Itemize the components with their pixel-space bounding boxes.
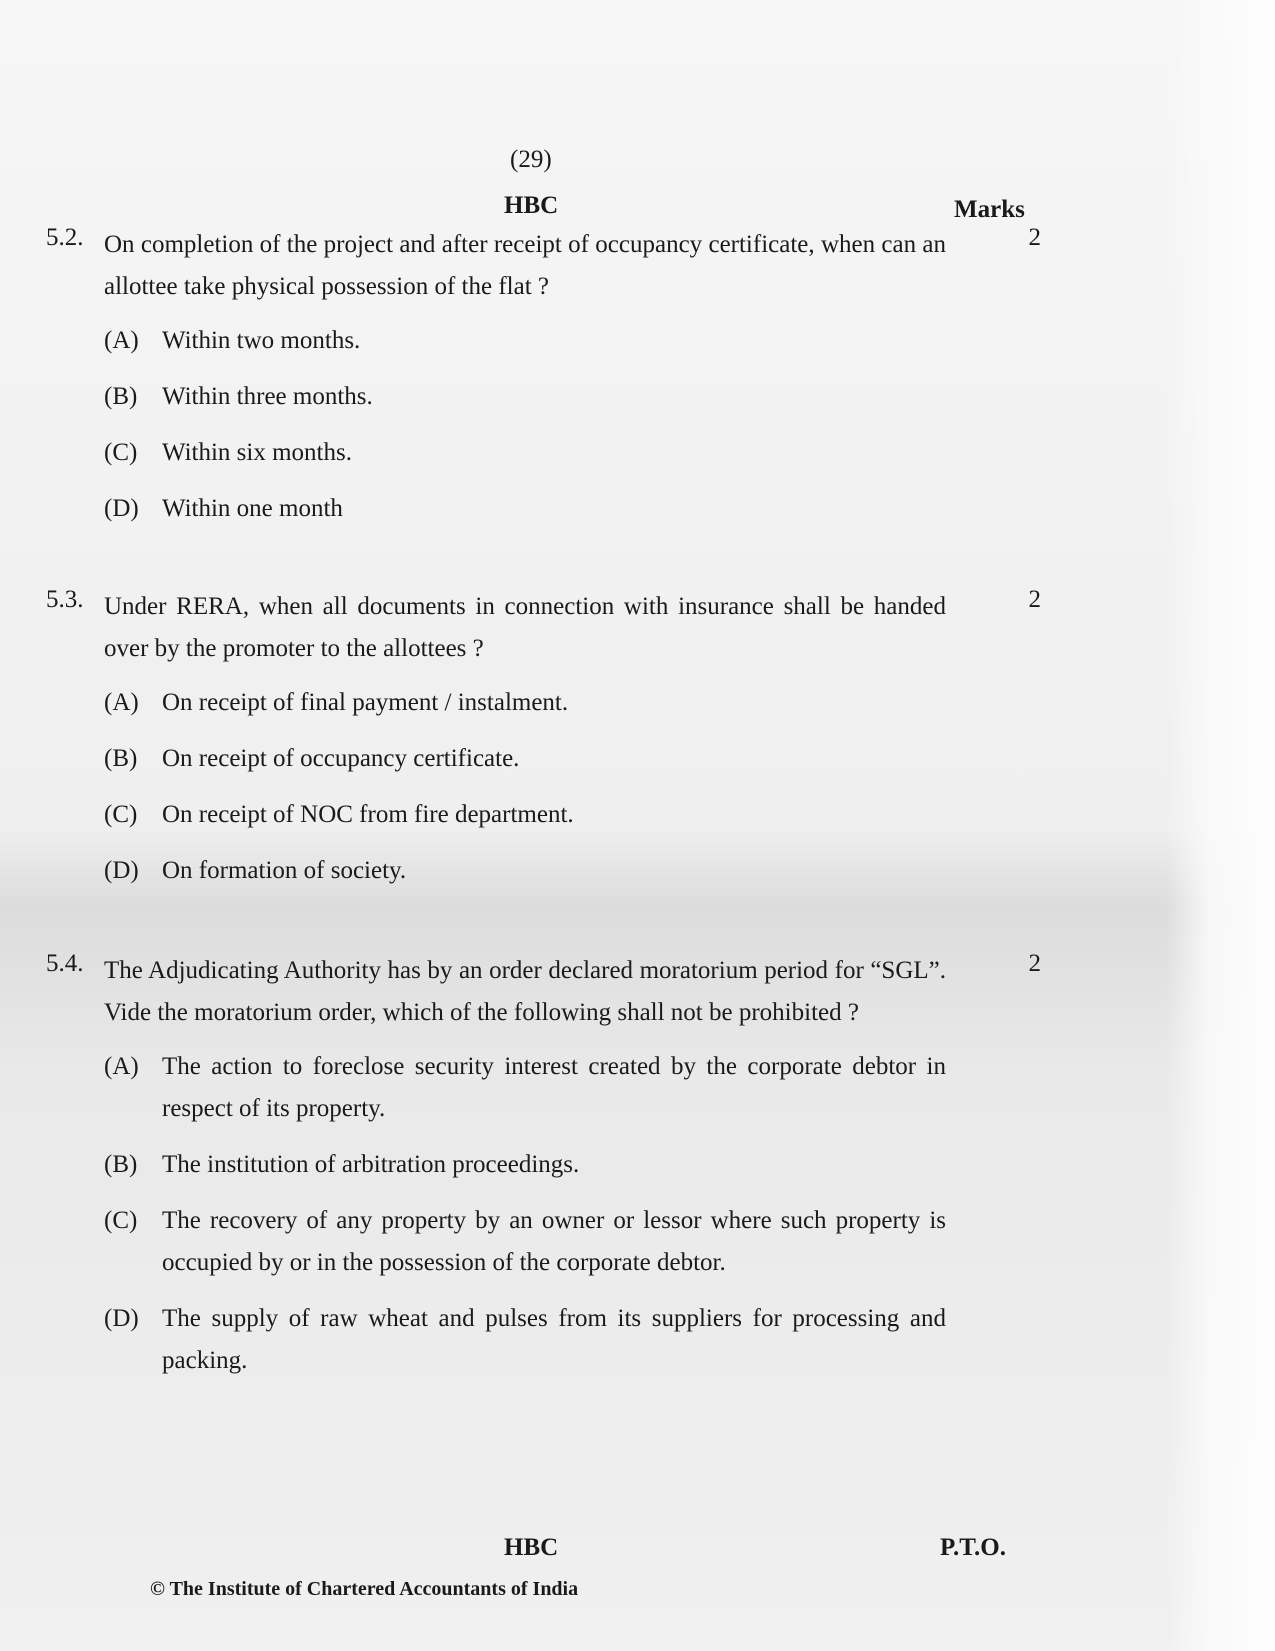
option-text: On formation of society.	[162, 857, 407, 884]
question-marks: 2	[1028, 224, 1041, 251]
option-text: Within one month	[162, 495, 343, 522]
option-text: On receipt of NOC from fire department.	[162, 801, 574, 828]
option-label: (A)	[104, 1053, 139, 1080]
question-marks: 2	[1028, 950, 1041, 977]
option-text: Within two months.	[162, 327, 361, 354]
option-c	[104, 432, 1041, 474]
option-a	[104, 682, 1041, 724]
option-text: On receipt of occupancy certificate.	[162, 745, 520, 772]
footer-pto: P.T.O.	[940, 1534, 1006, 1561]
footer-paper-code: HBC	[504, 1534, 559, 1561]
option-b	[104, 376, 1041, 418]
question-5-4	[46, 950, 1041, 1396]
question-text: On completion of the project and after receipt of occupancy certificate, when can an allottee take physical possession of the flat ?	[104, 231, 946, 300]
option-label: (B)	[104, 1151, 138, 1178]
option-text: The institution of arbitration proceedings.	[162, 1151, 580, 1178]
option-text: On receipt of final payment / instalment.	[162, 689, 569, 716]
option-a	[104, 1046, 1041, 1130]
question-number: 5.3.	[46, 586, 84, 613]
option-label: (A)	[104, 689, 139, 716]
option-d	[104, 488, 1041, 530]
option-label: (D)	[104, 495, 139, 522]
question-number: 5.2.	[46, 224, 84, 251]
option-b	[104, 1144, 1041, 1186]
paper-code: HBC	[504, 192, 559, 219]
option-text: The recovery of any property by an owner or lessor where such property is occupied by or in the possession of the corporate debtor.	[162, 1207, 946, 1276]
option-label: (D)	[104, 1305, 139, 1332]
option-b	[104, 738, 1041, 780]
option-d	[104, 1298, 1041, 1382]
question-marks: 2	[1028, 586, 1041, 613]
page-number: (29)	[510, 146, 552, 173]
option-d	[104, 850, 1041, 892]
option-a	[104, 320, 1041, 362]
option-text: The action to foreclose security interest created by the corporate debtor in respect of its property.	[162, 1053, 946, 1122]
question-text: The Adjudicating Authority has by an order declared moratorium period for “SGL”. Vide the moratorium order, which of the following shall not be prohibited ?	[104, 957, 946, 1026]
option-label: (D)	[104, 857, 139, 884]
marks-heading: Marks	[954, 196, 1025, 223]
option-text: Within three months.	[162, 383, 373, 410]
question-5-3	[46, 586, 1041, 906]
option-label: (C)	[104, 801, 138, 828]
option-label: (B)	[104, 745, 138, 772]
question-text: Under RERA, when all documents in connection with insurance shall be handed over by the promoter to the allottees ?	[104, 593, 946, 662]
option-text: The supply of raw wheat and pulses from its suppliers for processing and packing.	[162, 1305, 946, 1374]
question-5-2	[46, 224, 1041, 544]
page-edge	[1165, 0, 1275, 1651]
option-text: Within six months.	[162, 439, 352, 466]
option-label: (C)	[104, 1207, 138, 1234]
option-label: (B)	[104, 383, 138, 410]
option-label: (C)	[104, 439, 138, 466]
option-c	[104, 1200, 1041, 1284]
option-label: (A)	[104, 327, 139, 354]
question-number: 5.4.	[46, 950, 84, 977]
option-c	[104, 794, 1041, 836]
copyright-notice: © The Institute of Chartered Accountants of India	[150, 1578, 579, 1600]
